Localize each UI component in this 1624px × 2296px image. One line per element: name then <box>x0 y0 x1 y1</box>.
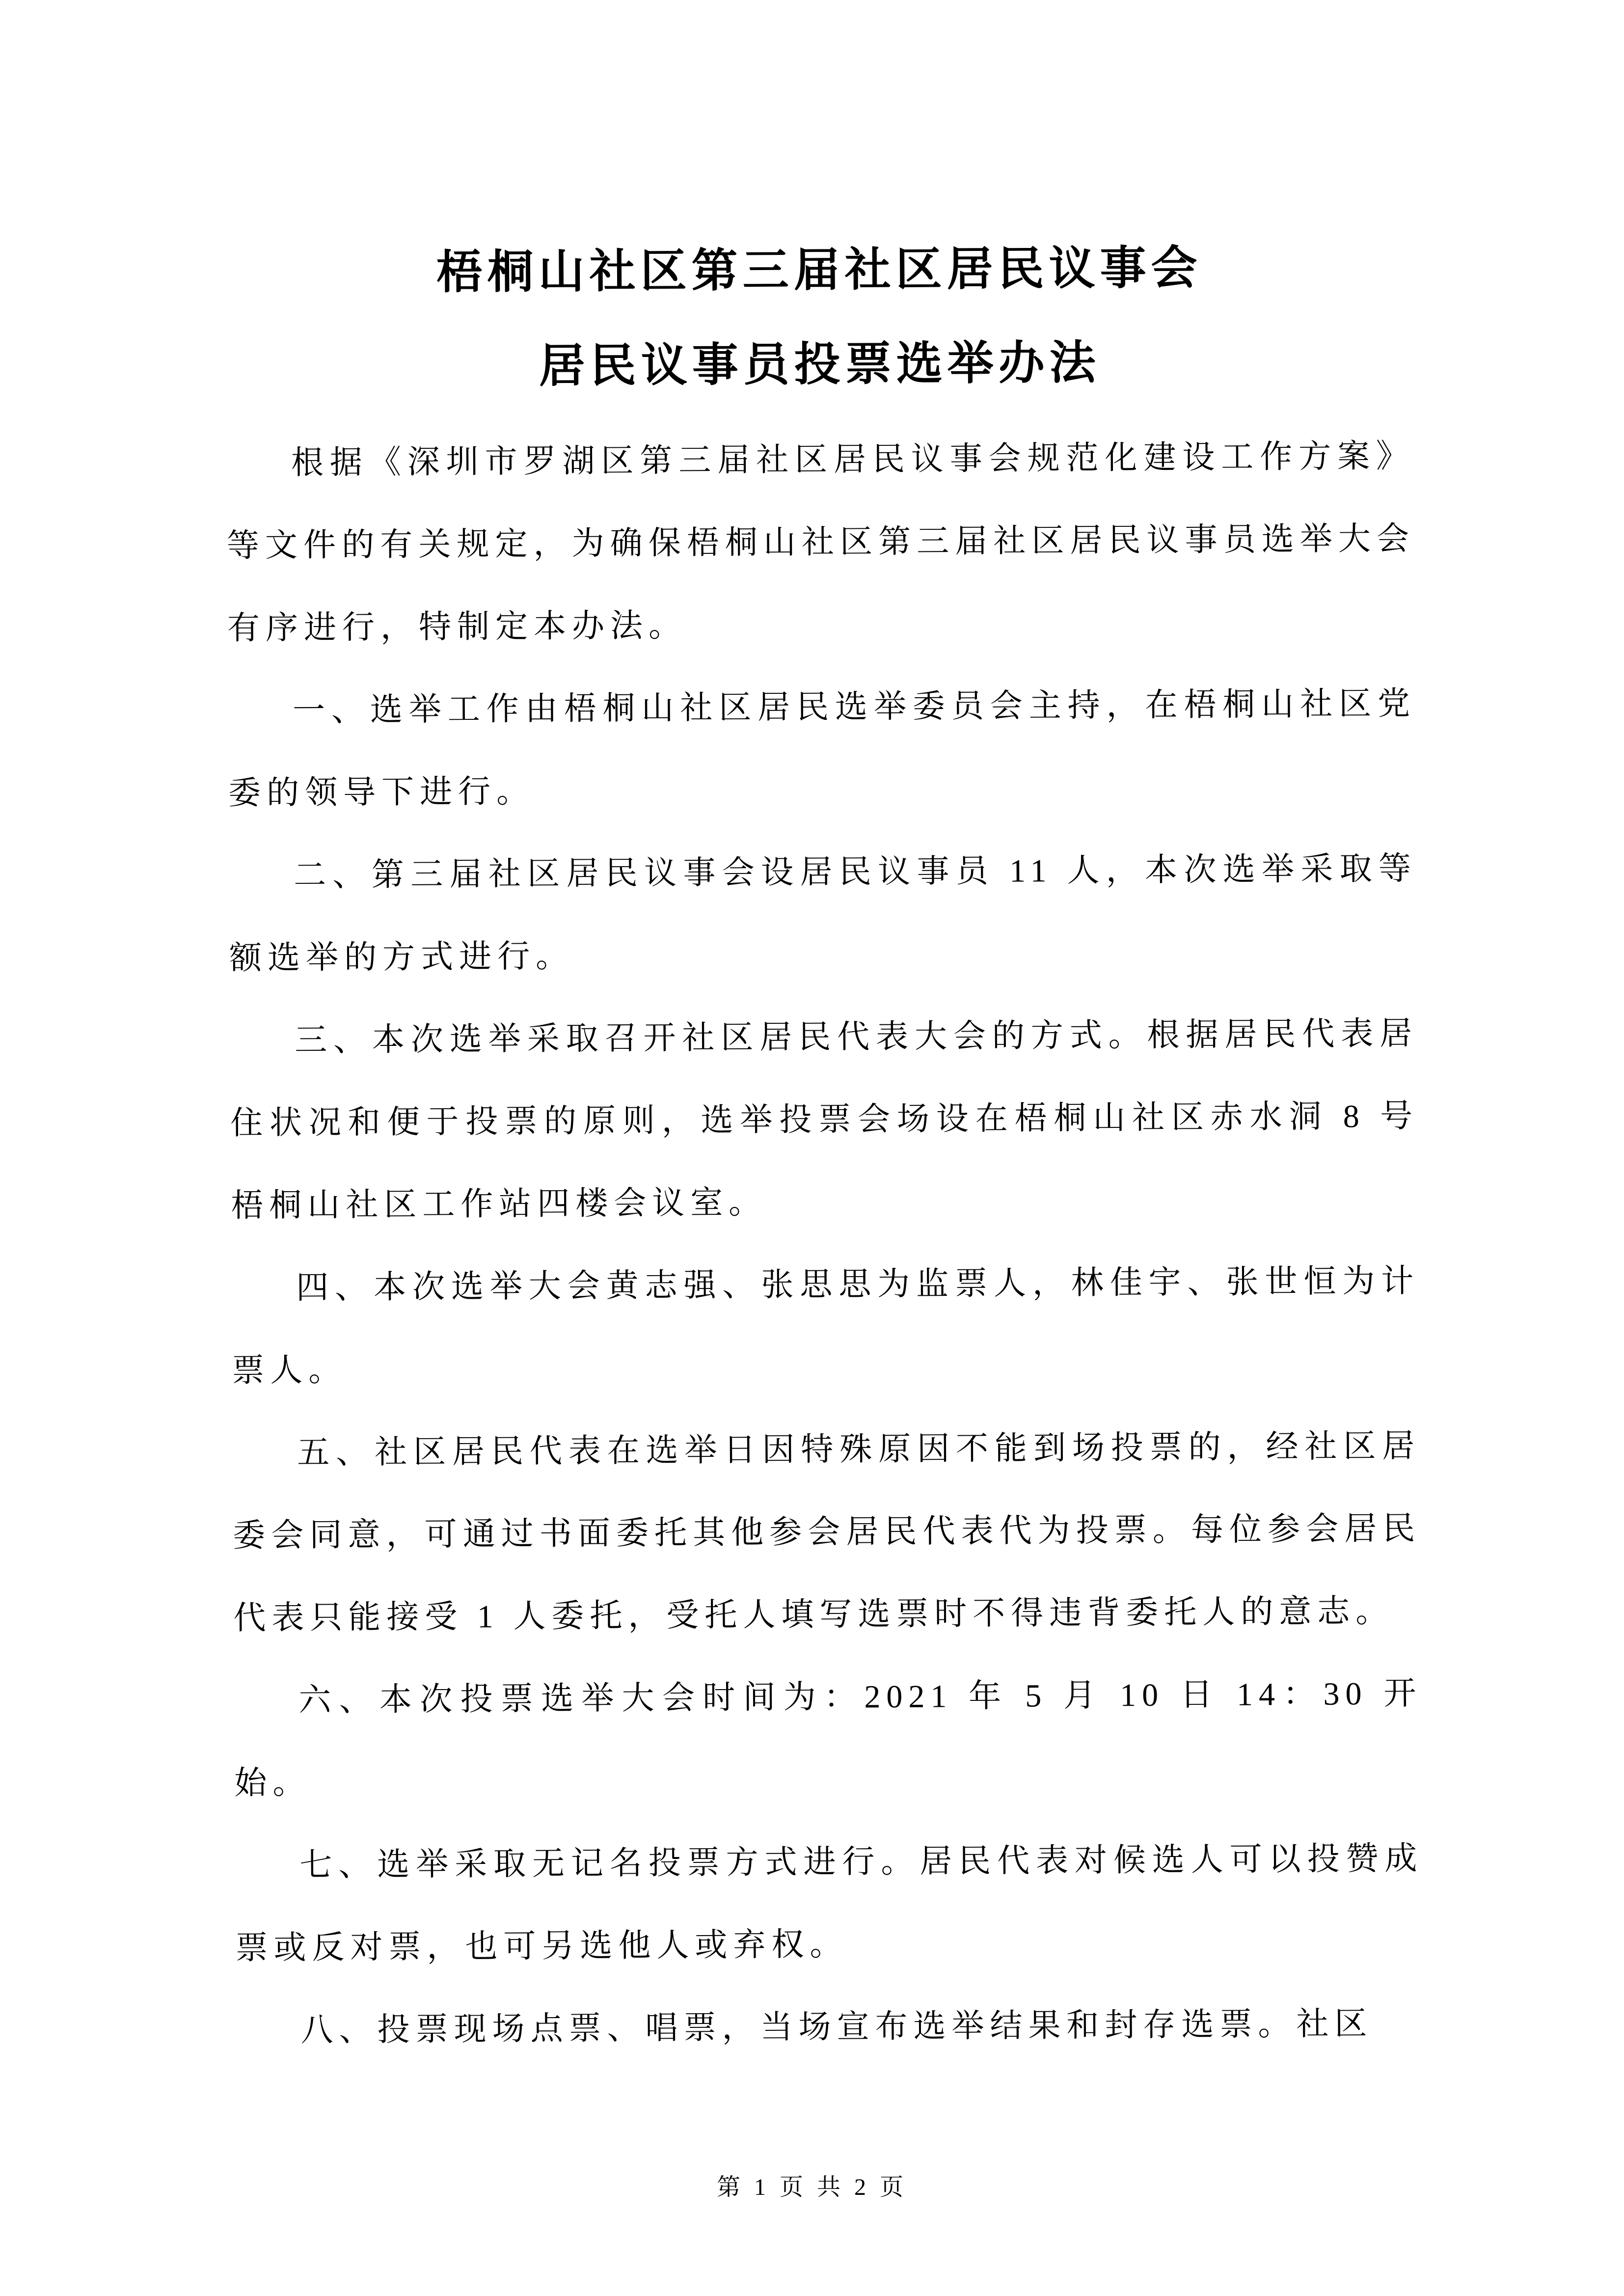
paragraph-item-3: 三、本次选举采取召开社区居民代表大会的方式。根据居民代表居住状况和便于投票的原则，选举投票会场设在梧桐山社区赤水洞 8 号梧桐山社区工作站四楼会议室。 <box>230 1015 1419 1224</box>
paragraph-item-6: 六、本次投票选举大会时间为：2021 年 5 月 10 日 14：30 开始。 <box>234 1675 1422 1802</box>
document-title <box>225 220 1414 416</box>
document-body <box>226 415 1424 2073</box>
paragraph-item-7: 七、选举采取无记名投票方式进行。居民代表对候选人可以投赞成票或反对票，也可另选他人或弃权。 <box>235 1840 1423 1967</box>
paragraph-item-2: 二、第三届社区居民议事会设居民议事员 11 人，本次选举采取等额选举的方式进行。 <box>229 850 1417 977</box>
page-number: 第 1 页 共 2 页 <box>716 2174 907 2200</box>
paragraph-item-5: 五、社区居民代表在选举日因特殊原因不能到场投票的，经社区居委会同意，可通过书面委托其他参会居民代表代为投票。每位参会居民代表只能接受 1 人委托，受托人填写选票时不得违背委托人的意志。 <box>233 1428 1421 1637</box>
paragraph-item-1: 一、选举工作由梧桐山社区居民选举委员会主持，在梧桐山社区党委的领导下进行。 <box>228 685 1416 812</box>
document-title-line-2: 居民议事员投票选举办法 <box>539 337 1101 392</box>
paragraph-item-4: 四、本次选举大会黄志强、张思思为监票人，林佳宇、张世恒为计票人。 <box>232 1263 1420 1389</box>
document-title-line-1: 梧桐山社区第三届社区居民议事会 <box>436 243 1202 299</box>
document-content <box>225 220 1424 2073</box>
page-footer <box>0 2168 1624 2202</box>
paragraph-item-8: 八、投票现场点票、唱票，当场宣布选举结果和封存选票。社区 <box>300 2006 1373 2049</box>
paragraph-intro: 根据《深圳市罗湖区第三届社区居民议事会规范化建设工作方案》等文件的有关规定，为确保梧桐山社区第三届社区居民议事员选举大会有序进行，特制定本办法。 <box>226 438 1415 647</box>
